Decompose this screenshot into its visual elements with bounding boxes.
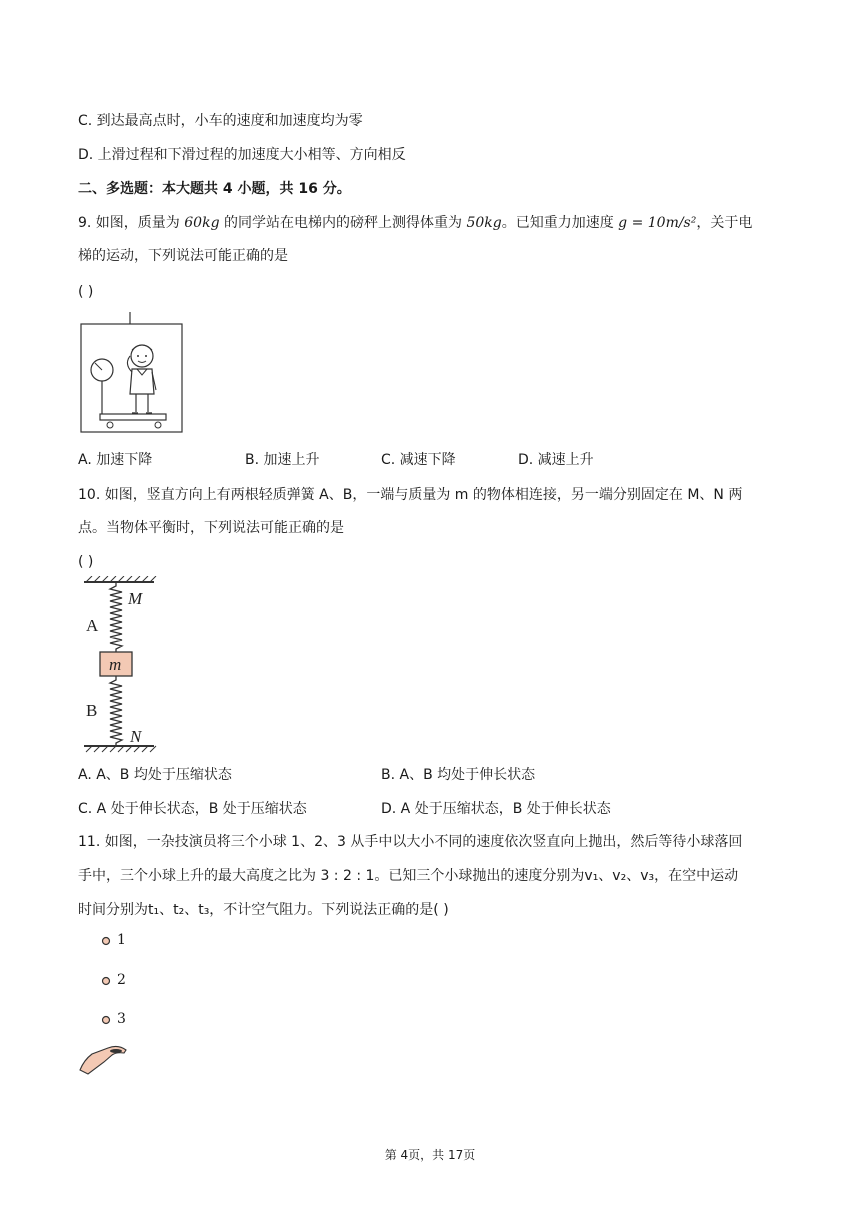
q11-line2: 手中，三个小球上升的最大高度之比为 3 : 2 : 1。已知三个小球抛出的速度分别为v₁、v₂、v₃，在空中运动 [78,868,739,884]
q10-option-a: A. A、B 均处于压缩状态 [78,767,232,783]
q9-line1 [78,213,752,233]
section-heading: 二、多选题：本大题共 4 小题，共 16 分。 [78,181,351,197]
ball-3-label: 3 [117,1011,126,1027]
elevator-figure [80,312,184,436]
spring-label-b: B [86,701,98,720]
q9-option-c: C. 减速下降 [381,452,456,468]
page-footer: 第 4页，共 17页 [384,1148,476,1162]
q9-option-d: D. 减速上升 [518,452,594,468]
q10-option-b: B. A、B 均处于伸长状态 [381,767,536,783]
ball-1-icon [103,938,110,945]
q10-option-c: C. A 处于伸长状态，B 处于压缩状态 [78,801,307,817]
q11-line3: 时间分别为t₁、t₂、t₃，不计空气阻力。下列说法正确的是( ) [78,902,449,918]
q9-text-2: 的同学站在电梯内的磅秤上测得体重为 [219,215,467,231]
point-label-m: M [128,589,143,608]
ball-1-label: 1 [117,932,126,948]
q8-option-d: D. 上滑过程和下滑过程的加速度大小相等、方向相反 [78,147,406,163]
q9-mass-actual: 60kg [184,215,220,231]
spring-figure [78,576,160,756]
q10-line2: 点。当物体平衡时，下列说法可能正确的是 [78,520,344,536]
q9-text-1: 9. 如图，质量为 [78,215,185,231]
q11-line1: 11. 如图，一杂技演员将三个小球 1、2、3 从手中以大小不同的速度依次竖直向上抛出，然后等待小球落回 [78,834,743,850]
q10-option-d: D. A 处于压缩状态，B 处于伸长状态 [381,801,611,817]
spring-label-a: A [86,616,99,635]
point-label-n: N [130,727,142,746]
spring-b-icon [110,676,122,746]
q9-answer-paren: ( ) [78,284,94,300]
q9-text-3: 。已知重力加速度 [501,215,619,231]
q9-mass-measured: 50kg [466,215,502,231]
q9-option-a: A. 加速下降 [78,452,153,468]
q9-gravity: g = 10m/s² [618,215,697,231]
q9-option-b: B. 加速上升 [245,452,320,468]
ball-2-label: 2 [117,972,126,988]
spring-a-icon [110,582,122,652]
ball-2-icon [103,978,110,985]
q10-line1: 10. 如图，竖直方向上有两根轻质弹簧 A、B，一端与质量为 m 的物体相连接，另一端分别固定在 M、N 两 [78,487,743,503]
q8-option-c: C. 到达最高点时，小车的速度和加速度均为零 [78,113,363,129]
mass-label: m [109,655,122,674]
q9-text-4: ，关于电 [696,215,753,231]
q10-answer-paren: ( ) [78,554,94,570]
q9-line2: 梯的运动，下列说法可能正确的是 [78,248,288,264]
ball-3-icon [103,1017,110,1024]
juggler-figure [78,930,158,1080]
